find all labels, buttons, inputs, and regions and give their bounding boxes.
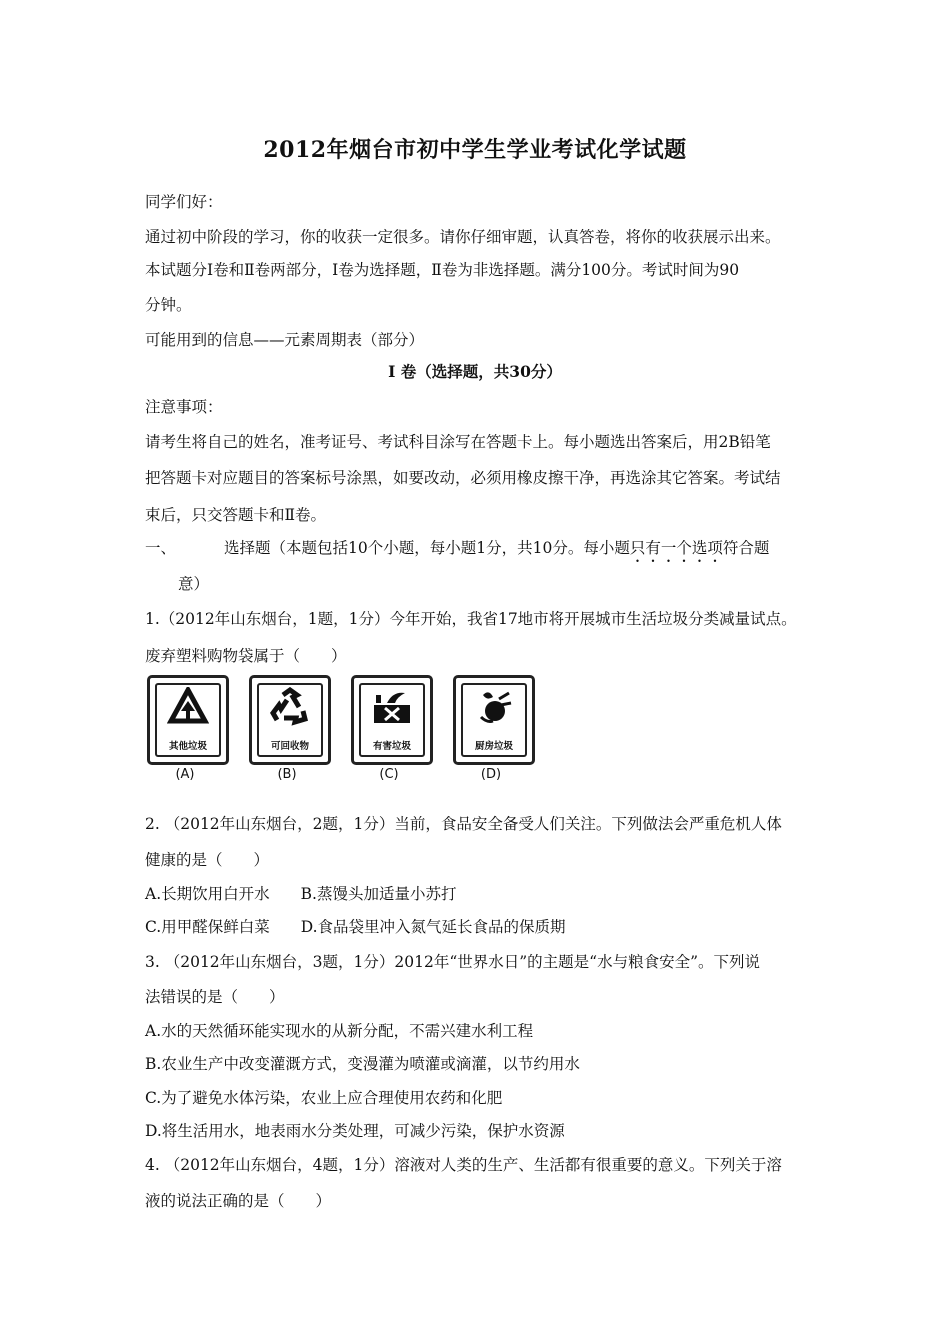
q2-line-1: 2. （2012年山东烟台，2题，1分）当前，食品安全备受人们关注。下列做法会严重危机人体 <box>145 815 782 833</box>
notice-line-2: 把答题卡对应题目的答案标号涂黑，如要改动，必须用橡皮擦干净，再选涂其它答案。考试结 <box>145 469 781 487</box>
notice-heading: 注意事项： <box>145 398 223 416</box>
q3-line-1: 3. （2012年山东烟台，3题，1分）2012年“世界水日”的主题是“水与粮食安全”。下列说 <box>145 953 761 971</box>
part1-line-1 <box>145 536 769 566</box>
q3-option-a: A.水的天然循环能实现水的从新分配，不需兴建水利工程 <box>145 1022 534 1040</box>
q3-option-c: C.为了避免水体污染，农业上应合理使用农药和化肥 <box>145 1089 503 1107</box>
bin-a-caption: (A) <box>175 767 195 782</box>
part1-line-2: 意） <box>178 575 210 593</box>
section-title: Ⅰ 卷（选择题，共30分） <box>388 362 562 381</box>
bin-d-caption: (D) <box>480 767 502 782</box>
bin-b-label: 可回收物 <box>270 741 309 752</box>
page-title: 2012年烟台市初中学生学业考试化学试题 <box>263 137 687 163</box>
q3-option-d: D.将生活用水，地表雨水分类处理，可减少污染，保护水资源 <box>145 1122 565 1140</box>
part1-emphasis: 只有一个选项 <box>629 539 723 557</box>
waste-bin-figure <box>145 675 535 785</box>
notice-line-3: 束后，只交答题卡和Ⅱ卷。 <box>145 506 327 524</box>
hazard-icon <box>371 687 413 727</box>
q3-line-2: 法错误的是（ ） <box>145 988 285 1006</box>
bin-b-caption: (B) <box>277 767 297 782</box>
q2-options-2: C.用甲醛保鲜白菜 D.食品袋里冲入氮气延长食品的保质期 <box>145 918 566 936</box>
bin-a <box>147 675 229 765</box>
part1-number: 一、 <box>145 539 177 557</box>
greeting: 同学们好： <box>145 193 223 211</box>
q2-options-1: A.长期饮用白开水 B.蒸馒头加适量小苏打 <box>145 885 457 903</box>
intro-line-4: 可能用到的信息——元素周期表（部分） <box>145 331 425 349</box>
q2-line-2: 健康的是（ ） <box>145 851 270 869</box>
bin-d-label: 厨房垃圾 <box>474 741 513 752</box>
bin-c-label: 有害垃圾 <box>372 741 411 752</box>
kitchen-waste-icon <box>473 687 515 727</box>
bin-c-caption: (C) <box>379 767 399 782</box>
bin-b <box>249 675 331 765</box>
part1-text-end: 符合题 <box>722 539 770 557</box>
bin-d <box>453 675 535 765</box>
q3-option-b: B.农业生产中改变灌溉方式，变漫灌为喷灌或滴灌，以节约用水 <box>145 1055 580 1073</box>
notice-line-1: 请考生将自己的姓名，准考证号、考试科目涂写在答题卡上。每小题选出答案后，用2B铅笔 <box>145 433 771 451</box>
q1-line-1: 1.（2012年山东烟台，1题，1分）今年开始，我省17地市将开展城市生活垃圾分类减量试点。 <box>145 610 797 628</box>
bin-a-label: 其他垃圾 <box>168 741 207 752</box>
q4-line-2: 液的说法正确的是（ ） <box>145 1192 332 1210</box>
bin-c <box>351 675 433 765</box>
intro-line-2: 本试题分Ⅰ卷和Ⅱ卷两部分，Ⅰ卷为选择题，Ⅱ卷为非选择题。满分100分。考试时间为90 <box>145 261 740 279</box>
q4-line-1: 4. （2012年山东烟台，4题，1分）溶液对人类的生产、生活都有很重要的意义。下列关于溶 <box>145 1156 782 1174</box>
intro-line-3: 分钟。 <box>145 296 192 314</box>
triangle-arrow-icon <box>167 687 209 727</box>
recycle-icon <box>269 687 311 727</box>
q1-line-2: 废弃塑料购物袋属于（ ） <box>145 647 347 665</box>
intro-line-1: 通过初中阶段的学习，你的收获一定很多。请你仔细审题，认真答卷，将你的收获展示出来。 <box>145 228 781 246</box>
part1-text: 选择题（本题包括10个小题，每小题1分，共10分。每小题 <box>224 539 630 557</box>
